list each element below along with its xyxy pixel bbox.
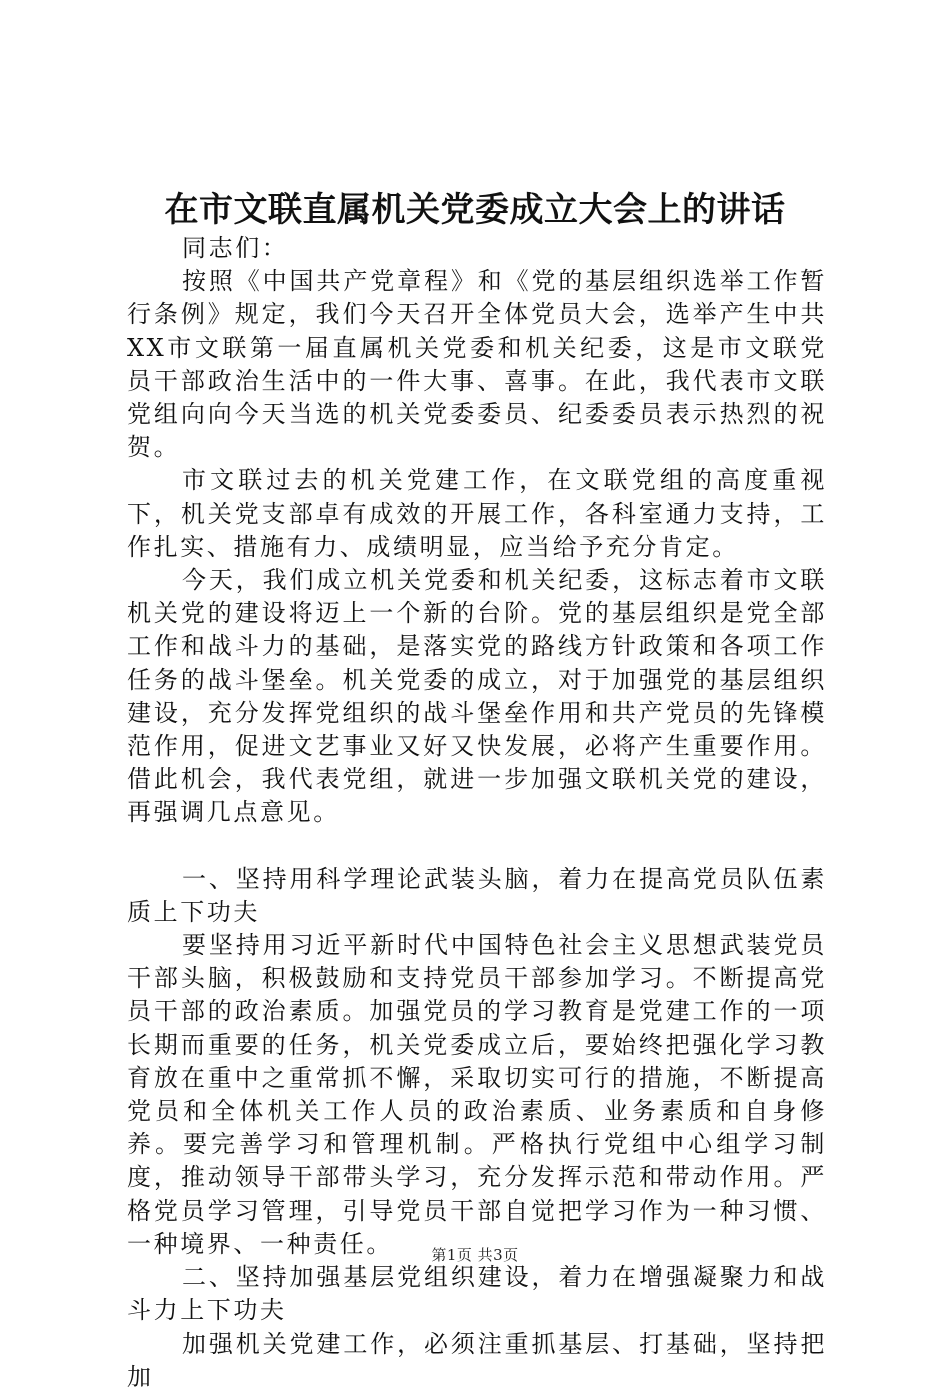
paragraph-past-work: 市文联过去的机关党建工作，在文联党组的高度重视下，机关党支部卓有成效的开展工作，各科室通力支持，工作扎实、措施有力、成绩明显，应当给予充分肯定。: [127, 466, 827, 561]
greeting: 同志们：: [182, 234, 289, 262]
paragraph-grassroots: 加强机关党建工作，必须注重抓基层、打基础，坚持把加: [127, 1329, 827, 1391]
paragraph-significance: 今天，我们成立机关党委和机关纪委，这标志着市文联机关党的建设将迈上一个新的台阶。党的基层组织是党全部工作和战斗力的基础，是落实党的路线方针政策和各项工作任务的战斗堡垒。机关党委的成立，对于加强党的基层组织建设，充分发挥党组织的战斗堡垒作用和共产党员的先锋模范作用，促进文艺事业又好又快发展，必将产生重要作用。借此机会，我代表党组，就进一步加强文联机关党的建设，再强调几点意见。: [127, 566, 827, 827]
paragraph-opening: 按照《中国共产党章程》和《党的基层组织选举工作暂行条例》规定，我们今天召开全体党员大会，选举产生中共XX市文联第一届直属机关党委和机关纪委，这是市文联党员干部政治生活中的一件大事、喜事。在此，我代表市文联党组向向今天当选的机关党委委员、纪委委员表示热烈的祝贺。: [127, 267, 827, 462]
section-heading-one: 一、坚持用科学理论武装头脑，着力在提高党员队伍素质上下功夫: [127, 864, 827, 926]
document-title: 在市文联直属机关党委成立大会上的讲话: [164, 190, 786, 230]
section-heading-two: 二、坚持加强基层党组织建设，着力在增强凝聚力和战斗力上下功夫: [127, 1263, 827, 1325]
document-body: [127, 232, 827, 1394]
paragraph-gap: [127, 830, 827, 863]
page-number: 第1页 共3页: [431, 1246, 519, 1264]
paragraph-study: 要坚持用习近平新时代中国特色社会主义思想武装党员干部头脑，积极鼓励和支持党员干部参加学习。不断提高党员干部的政治素质。加强党员的学习教育是党建工作的一项长期而重要的任务，机关党委成立后，要始终把强化学习教育放在重中之重常抓不懈，采取切实可行的措施，不断提高党员和全体机关工作人员的政治素质、业务素质和自身修养。要完善学习和管理机制。严格执行党组中心组学习制度，推动领导干部带头学习，充分发挥示范和带动作用。严格党员学习管理，引导党员干部自觉把学习作为一种习惯、一种境界、一种责任。: [127, 931, 827, 1258]
